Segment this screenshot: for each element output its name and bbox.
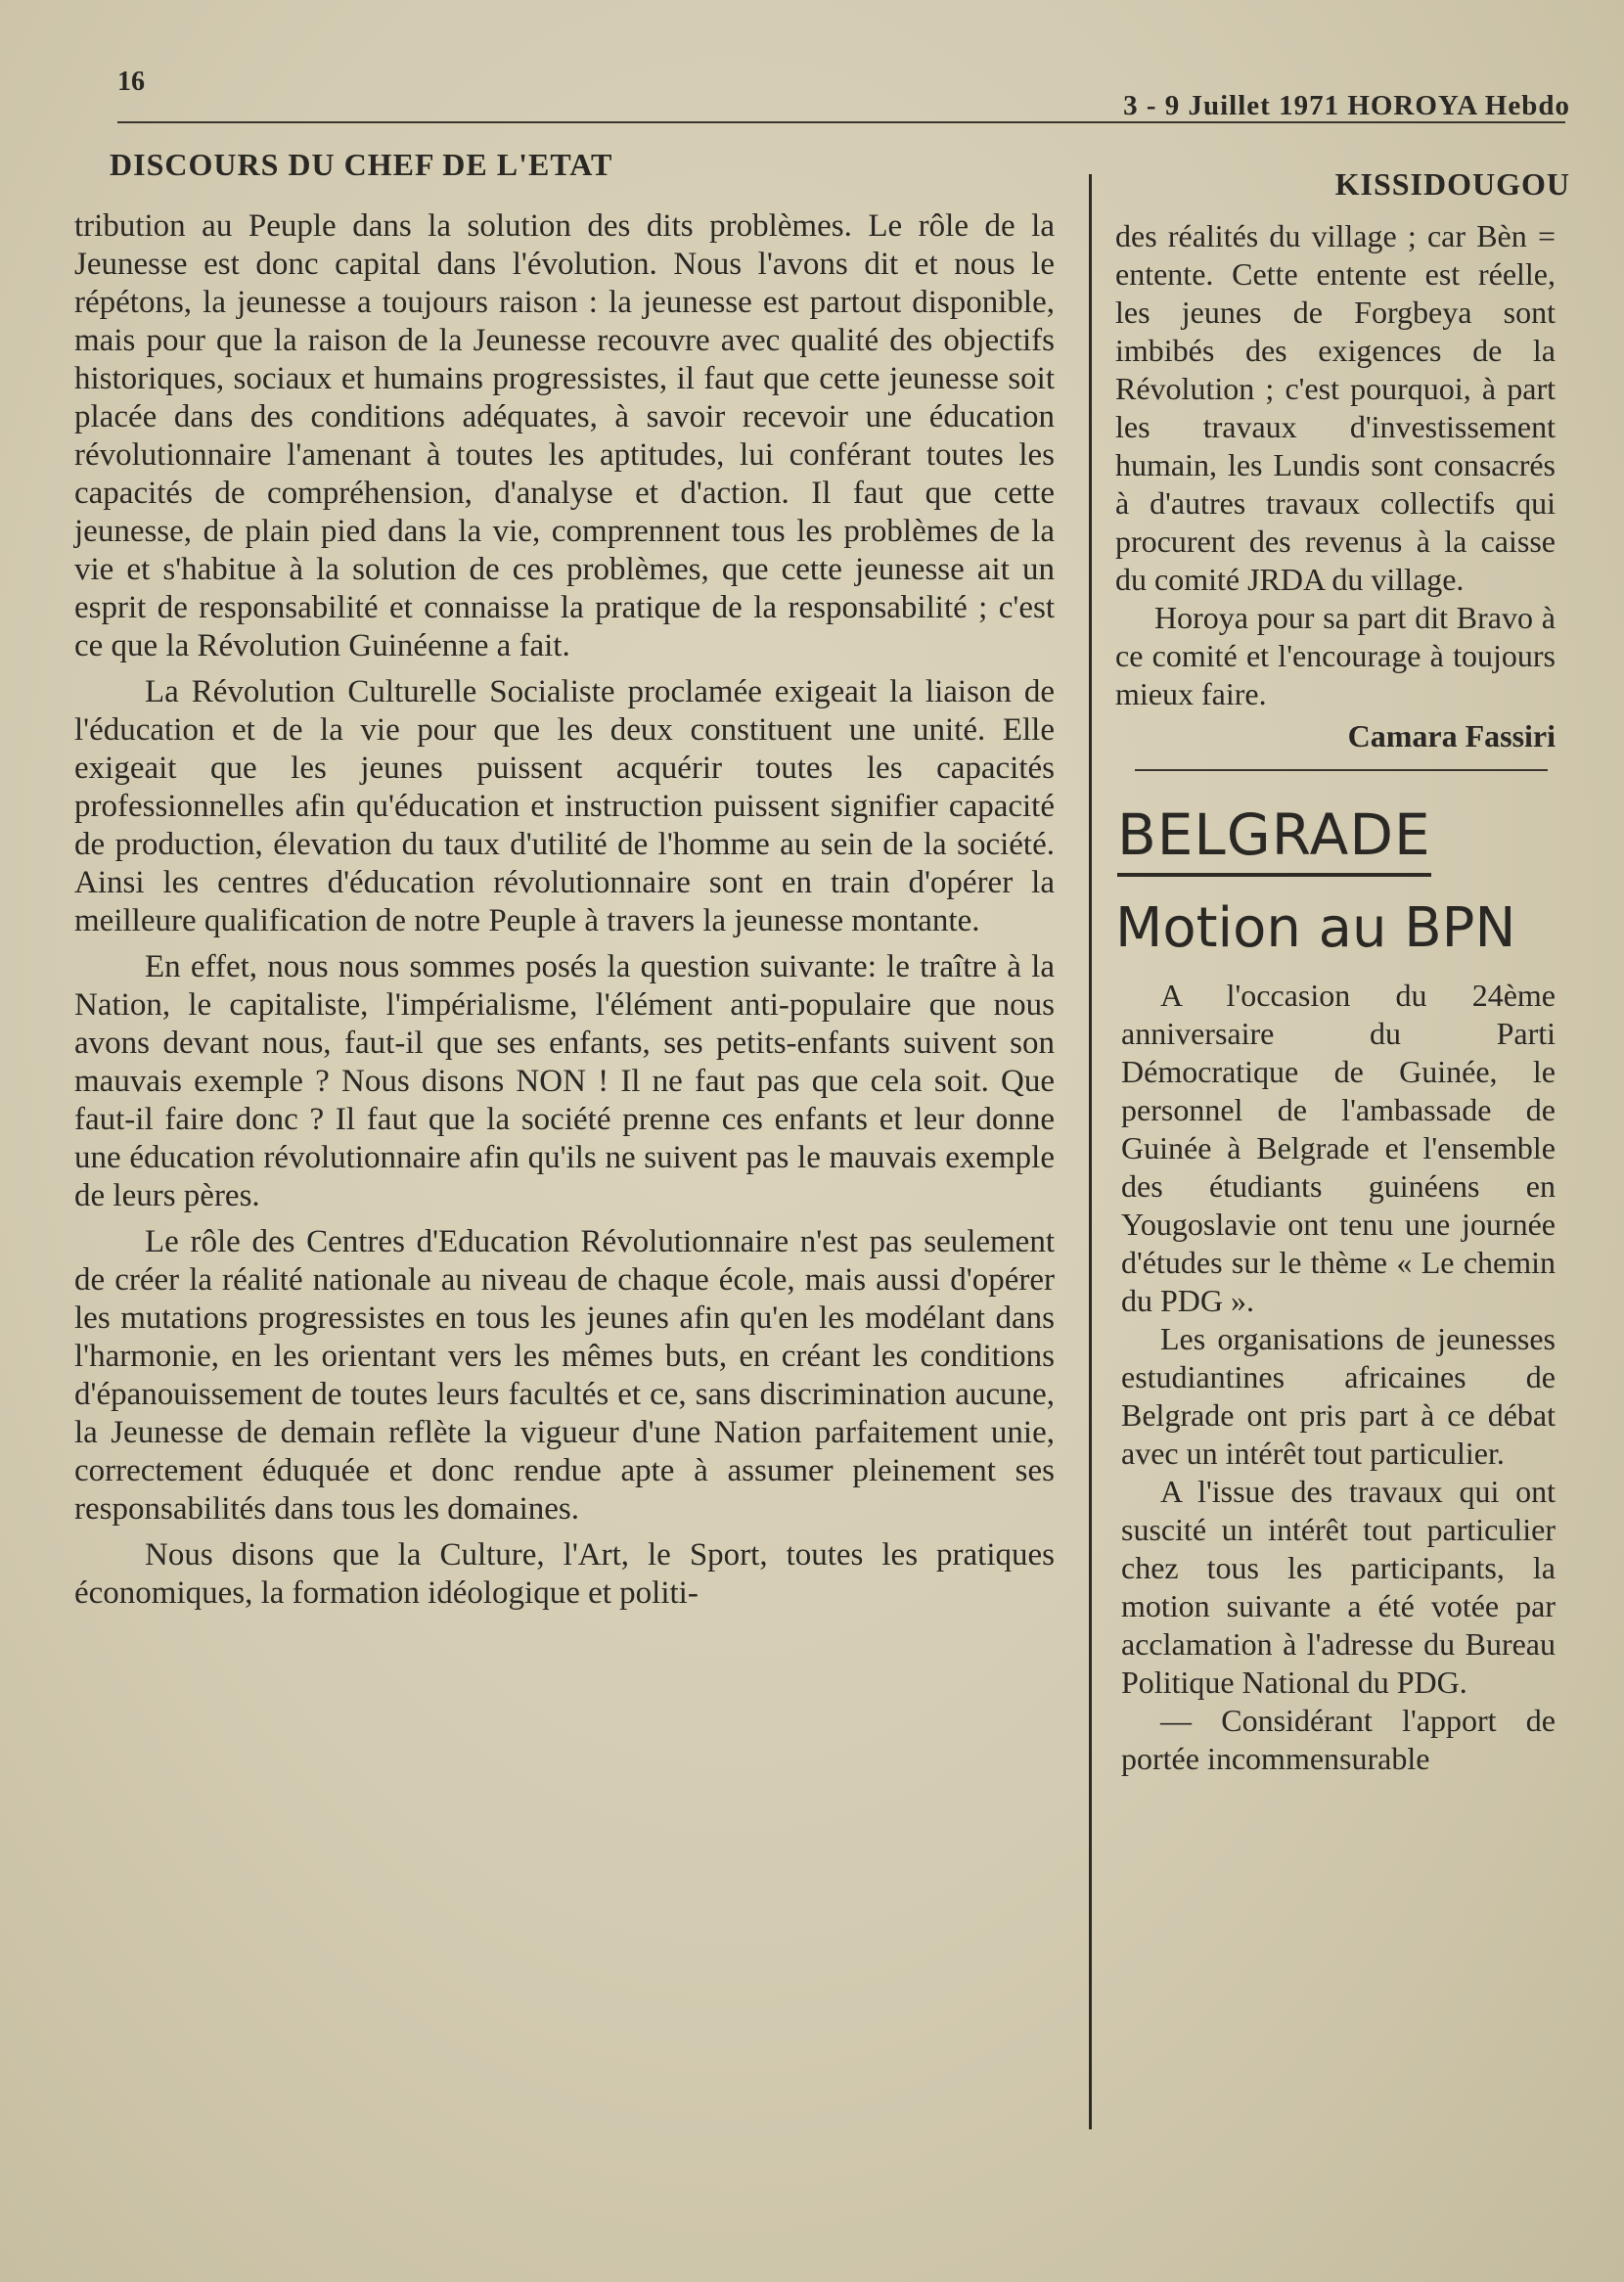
article-divider (1135, 769, 1548, 771)
speech-paragraph-4: Le rôle des Centres d'Education Révolutionnaire n'est pas seulement de créer la réalité nationale au niveau de chaque école, mais aussi d'opérer les mutations progressistes en tous les jeunes afin qu'en les modélant dans l'harmonie, en les orientant vers les mêmes buts, en créant les conditions d'épanouissement de toutes leurs facultés et ce, sans discrimination aucune, la Jeunesse de demain reflète la vigueur d'une Nation parfaitement unie, correctement éduquée et donc rendue apte à assumer pleinement ses responsabilités dans tous les domaines. (74, 1224, 1055, 1527)
header-divider (117, 121, 1565, 123)
kissidougou-paragraph-2: Horoya pour sa part dit Bravo à ce comité et l'encourage à toujours mieux faire. (1115, 600, 1556, 711)
dateline-city: BELGRADE (1117, 800, 1431, 877)
column-divider (1089, 174, 1092, 2129)
speech-paragraph-3: En effet, nous nous sommes posés la question suivante: le traître à la Nation, le capitaliste, l'impérialisme, l'élément anti-populaire que nous avons devant nous, faut-il que ses enfants, ses petits-enfants suivent son mauvais exemple ? Nous disons NON ! Il ne faut pas que cela soit. Que faut-il faire donc ? Il faut que la société prenne ces enfants et leur donne une éducation révolutionnaire afin qu'ils ne suivent pas le mauvais exemple de leurs pères. (74, 949, 1055, 1213)
side-column (1115, 217, 1556, 1778)
section-title-right: KISSIDOUGOU (1334, 166, 1570, 202)
belgrade-paragraph-4: — Considérant l'apport de portée incommensurable (1121, 1703, 1556, 1776)
speech-paragraph-2: La Révolution Culturelle Socialiste proclamée exigeait la liaison de l'éducation et de la vie pour que les deux constituent une unité. Elle exigeait que les jeunes puissent acquérir toutes les capacités professionnelles afin qu'éducation et instruction puissent signifier capacité de production, élevation du taux d'utilité de l'homme au sein de la société. Ainsi les centres d'éducation révolutionnaire sont en train d'opérer la meilleure qualification de notre Peuple à travers la jeunesse montante. (74, 674, 1055, 938)
speech-paragraph-5: Nous disons que la Culture, l'Art, le Sport, toutes les pratiques économiques, la formation idéologique et politi- (74, 1537, 1055, 1611)
section-title-left: DISCOURS DU CHEF DE L'ETAT (110, 147, 613, 182)
speech-paragraph-1: tribution au Peuple dans la solution des dits problèmes. Le rôle de la Jeunesse est donc capital dans l'évolution. Nous l'avons dit et nous le répétons, la jeunesse a toujours raison : la jeunesse est partout disponible, mais pour que la raison de la Jeunesse recouvre avec qualité des objectifs historiques, sociaux et humains progressistes, il faut que cette jeunesse soit placée dans des conditions adéquates, à savoir recevoir une éducation révolutionnaire l'amenant à toutes les aptitudes, lui conférant toutes les capacités de compréhension, d'analyse et d'action. Il faut que cette jeunesse, de plain pied dans la vie, comprennent tous les problèmes de la vie et s'habitue à la solution de ces problèmes, que cette jeunesse ait un esprit de responsabilité et connaisse la pratique de la responsabilité ; c'est ce que la Révolution Guinéenne a fait. (74, 208, 1055, 663)
belgrade-paragraph-2: Les organisations de jeunesses estudiantines africaines de Belgrade ont pris part à ce débat avec un intérêt tout particulier. (1121, 1321, 1556, 1471)
belgrade-paragraph-1: A l'occasion du 24ème anniversaire du Parti Démocratique de Guinée, le personnel de l'ambassade de Guinée à Belgrade et l'ensemble des étudiants guinéens en Yougoslavie ont tenu une journée d'études sur le thème « Le chemin du PDG ». (1121, 978, 1556, 1318)
page-number: 16 (117, 67, 145, 97)
belgrade-paragraph-3: A l'issue des travaux qui ont suscité un intérêt tout particulier chez tous les participants, la motion suivante a été votée par acclamation à l'adresse du Bureau Politique National du PDG. (1121, 1474, 1556, 1700)
belgrade-article-body (1115, 977, 1556, 1778)
kissidougou-paragraph-1: des réalités du village ; car Bèn = entente. Cette entente est réelle, les jeunes de Forgbeya sont imbibés des exigences de la Révolution ; c'est pourquoi, à part les travaux d'investissement humain, les Lundis sont consacrés à d'autres travaux collectifs qui procurent des revenus à la caisse du comité JRDA du village. (1115, 218, 1556, 597)
speech-column (74, 207, 1055, 1613)
issue-date: 3 - 9 Juillet 1971 HOROYA Hebdo (1123, 90, 1570, 121)
author-signature: Camara Fassiri (1347, 718, 1556, 753)
article-headline: Motion au BPN (1115, 896, 1516, 960)
